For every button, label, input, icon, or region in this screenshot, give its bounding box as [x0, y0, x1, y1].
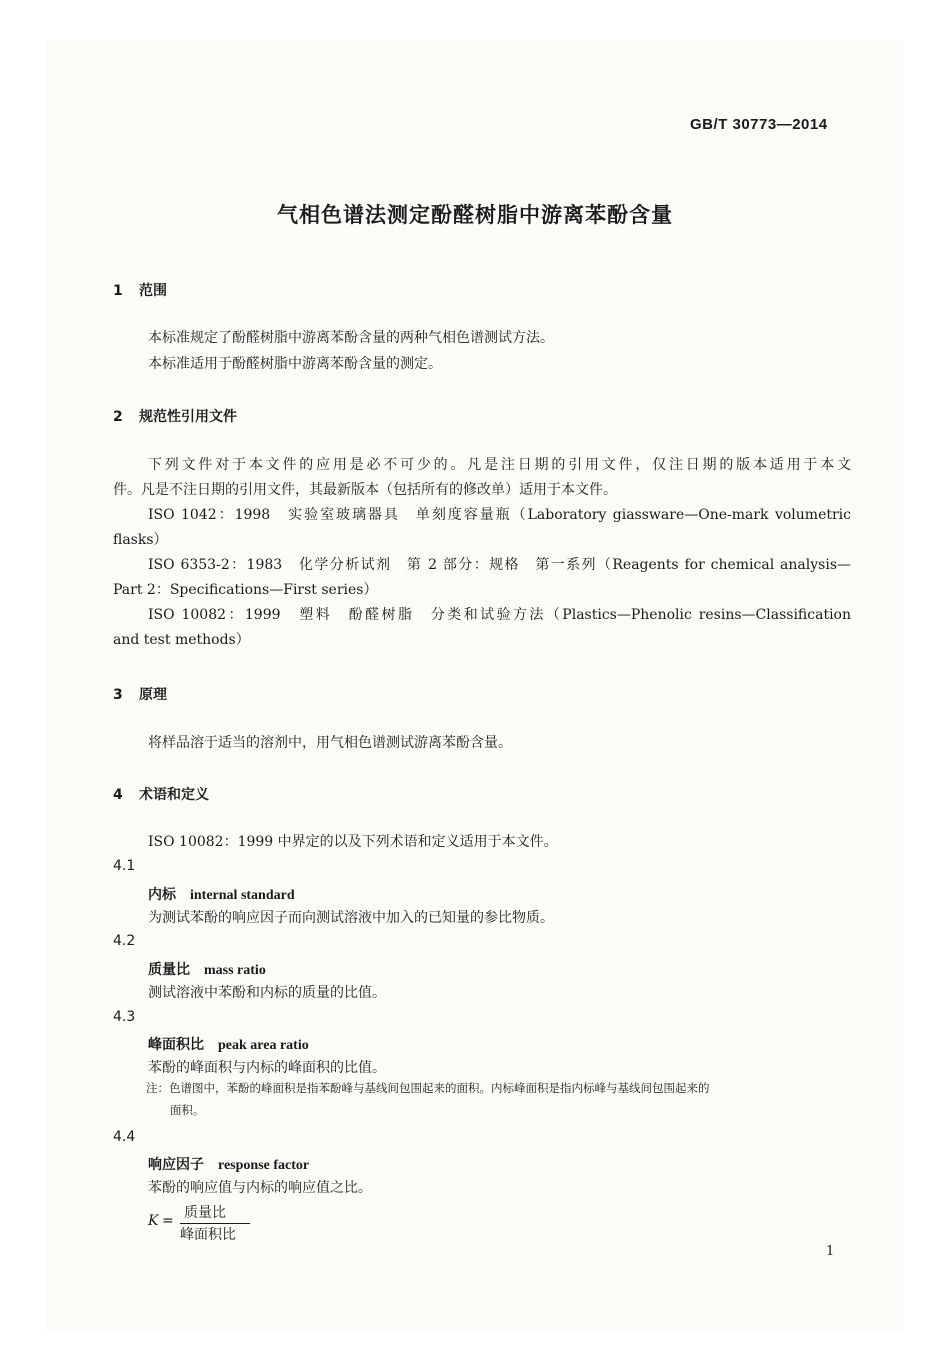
term-zh: 峰面积比 [148, 1037, 204, 1053]
clause-number: 4.1 [113, 858, 136, 874]
section-title: 原理 [139, 687, 167, 703]
term-en: peak area ratio [218, 1038, 309, 1053]
formula-equals: = [162, 1213, 174, 1229]
standard-number: GB/T 30773—2014 [690, 116, 828, 133]
definition: 苯酚的响应值与内标的响应值之比。 [148, 1180, 372, 1196]
term-4-2 [148, 959, 266, 979]
paragraph: 件。凡是不注日期的引用文件，其最新版本（包括所有的修改单）适用于本文件。 [113, 482, 617, 498]
section-2-heading [113, 406, 237, 426]
document-title: 气相色谱法测定酚醛树脂中游离苯酚含量 [277, 203, 673, 227]
reference-1-cont: flasks） [113, 532, 168, 548]
reference-1: ISO 1042：1998 实验室玻璃器具 单刻度容量瓶（Laboratory giassware—One-mark volumetric [148, 507, 851, 523]
paragraph: 下列文件对于本文件的应用是必不可少的。凡是注日期的引用文件，仅注日期的版本适用于本文 [148, 457, 851, 473]
section-1-heading [113, 280, 167, 300]
term-en: internal standard [190, 888, 295, 903]
term-4-1 [148, 884, 295, 904]
section-3-heading [113, 684, 167, 704]
section-number: 3 [113, 687, 123, 703]
term-en: mass ratio [204, 963, 266, 978]
section-title: 范围 [139, 283, 167, 299]
term-en: response factor [218, 1158, 310, 1173]
paragraph: ISO 10082：1999 中界定的以及下列术语和定义适用于本文件。 [148, 834, 558, 850]
note: 注：色谱图中，苯酚的峰面积是指苯酚峰与基线间包围起来的面积。内标峰面积是指内标峰与基线间包围起来的 [146, 1081, 710, 1095]
note-cont: 面积。 [170, 1103, 205, 1117]
section-number: 1 [113, 283, 123, 299]
term-zh: 响应因子 [148, 1157, 204, 1173]
formula-numerator: 质量比 [184, 1205, 226, 1221]
term-zh: 质量比 [148, 962, 190, 978]
paragraph: 将样品溶于适当的溶剂中，用气相色谱测试游离苯酚含量。 [148, 735, 512, 751]
reference-2-cont: Part 2：Specifications—First series） [113, 582, 378, 598]
section-number: 4 [113, 787, 123, 803]
term-4-3 [148, 1034, 309, 1054]
page-number: 1 [826, 1244, 835, 1259]
formula-denominator: 峰面积比 [180, 1227, 236, 1243]
paragraph: 本标准规定了酚醛树脂中游离苯酚含量的两种气相色谱测试方法。 [148, 330, 554, 346]
reference-3: ISO 10082：1999 塑料 酚醛树脂 分类和试验方法（Plastics—Phenolic resins—Classification [148, 607, 851, 623]
definition: 为测试苯酚的响应因子而向测试溶液中加入的已知量的参比物质。 [148, 910, 554, 926]
reference-2: ISO 6353-2：1983 化学分析试剂 第 2 部分：规格 第一系列（Reagents for chemical analysis— [148, 557, 851, 573]
term-4-4 [148, 1154, 309, 1174]
definition: 苯酚的峰面积与内标的峰面积的比值。 [148, 1060, 386, 1076]
page-sheet [46, 40, 904, 1332]
section-4-heading [113, 784, 209, 804]
clause-number: 4.4 [113, 1129, 136, 1145]
term-zh: 内标 [148, 887, 176, 903]
definition: 测试溶液中苯酚和内标的质量的比值。 [148, 985, 386, 1001]
paragraph: 本标准适用于酚醛树脂中游离苯酚含量的测定。 [148, 356, 442, 372]
section-title: 术语和定义 [139, 787, 209, 803]
section-title: 规范性引用文件 [139, 409, 237, 425]
reference-3-cont: and test methods） [113, 632, 250, 648]
clause-number: 4.3 [113, 1009, 136, 1025]
clause-number: 4.2 [113, 933, 136, 949]
section-number: 2 [113, 409, 123, 425]
formula-lhs: K [148, 1213, 159, 1229]
